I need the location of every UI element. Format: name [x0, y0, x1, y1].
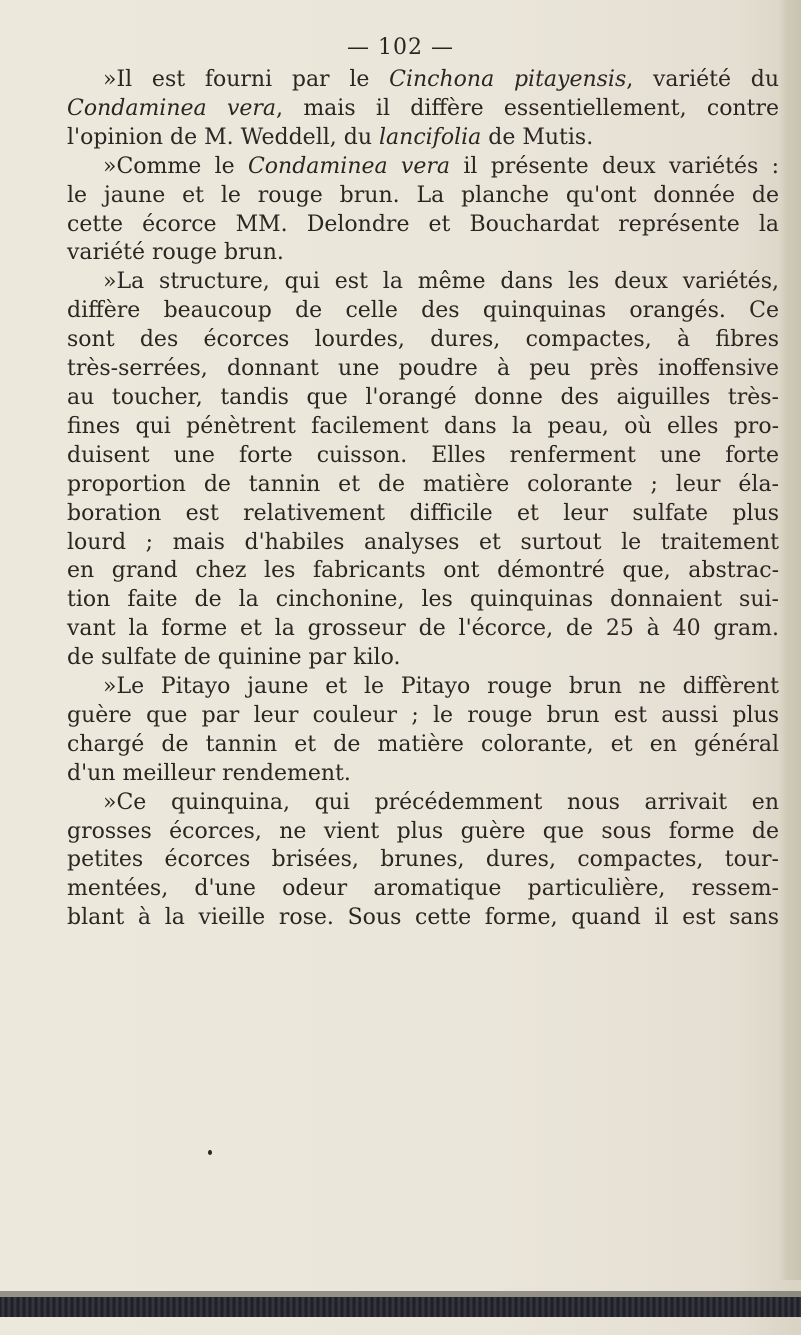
text-segment: blant à la vieille rose. Sous cette forme, quand il est sans — [67, 905, 779, 931]
text-segment: de Mutis. — [481, 124, 594, 150]
text-segment: fines qui pénètrent facilement dans la peau, où elles pro- — [67, 413, 779, 439]
text-line — [67, 153, 779, 182]
text-segment: grosses écorces, ne vient plus guère que sous forme de — [67, 818, 779, 844]
text-line — [67, 557, 779, 586]
italic-text: Condaminea vera — [67, 95, 277, 121]
text-segment: duisent une forte cuisson. Elles renferment une forte — [67, 442, 779, 468]
text-segment: boration est relativement difficile et leur sulfate plus — [67, 500, 779, 526]
text-line — [67, 413, 779, 442]
body-text — [67, 66, 779, 933]
text-segment: mentées, d'une odeur aromatique particulière, ressem- — [67, 876, 779, 902]
text-segment: lourd ; mais d'habiles analyses et surtout le traitement — [67, 529, 779, 555]
text-line — [67, 355, 779, 384]
text-line — [67, 846, 779, 875]
text-line — [67, 66, 779, 95]
text-segment: proportion de tannin et de matière colorante ; leur éla- — [67, 471, 779, 497]
text-line — [67, 124, 779, 153]
text-line — [67, 702, 779, 731]
text-segment: chargé de tannin et de matière colorante, et en général — [67, 731, 779, 757]
text-line — [67, 297, 779, 326]
ink-speck — [208, 1150, 212, 1155]
text-segment: sont des écorces lourdes, dures, compactes, à fibres — [67, 327, 779, 353]
italic-text: Condaminea vera — [247, 153, 451, 179]
text-segment: »Ce quinquina, qui précédemment nous arrivait en — [103, 789, 779, 815]
text-line — [67, 442, 779, 471]
page-number: — 102 — — [347, 35, 454, 60]
text-line — [67, 326, 779, 355]
page-edge-shadow — [779, 0, 801, 1280]
italic-text: lancifolia — [379, 124, 482, 150]
text-segment: il présente deux variétés : — [450, 153, 779, 179]
text-line — [67, 529, 779, 558]
text-line — [67, 586, 779, 615]
text-segment: , variété du — [626, 67, 779, 92]
text-line — [67, 731, 779, 760]
text-line — [67, 760, 779, 789]
text-segment: »Il est fourni par le — [103, 67, 390, 92]
text-segment: en grand chez les fabricants ont démontré que, abstrac- — [67, 558, 779, 584]
text-segment: vant la forme et la grosseur de l'écorce, de 25 à 40 gram. — [67, 616, 779, 642]
text-segment: cette écorce MM. Delondre et Bouchardat représente la — [67, 211, 779, 237]
text-segment: l'opinion de M. Weddell, du — [67, 124, 379, 150]
text-line — [67, 500, 779, 529]
text-segment: petites écorces brisées, brunes, dures, compactes, tour- — [67, 847, 779, 873]
text-segment: le jaune et le rouge brun. La planche qu'ont donnée de — [67, 182, 779, 208]
text-line — [67, 789, 779, 818]
italic-text: Cinchona pitayensis — [389, 67, 627, 92]
text-segment: »Comme le — [103, 153, 248, 179]
text-segment: variété rouge brun. — [67, 240, 284, 266]
text-line — [67, 673, 779, 702]
text-segment: d'un meilleur rendement. — [67, 760, 351, 786]
text-line — [67, 268, 779, 297]
text-segment: de sulfate de quinine par kilo. — [67, 645, 401, 671]
text-segment: diffère beaucoup de celle des quinquinas orangés. Ce — [67, 298, 779, 324]
text-line — [67, 875, 779, 904]
text-segment: tion faite de la cinchonine, les quinquinas donnaient sui- — [67, 587, 779, 613]
text-line — [67, 95, 779, 124]
text-line — [67, 182, 779, 211]
text-segment: au toucher, tandis que l'orangé donne des aiguilles très- — [67, 384, 779, 410]
text-segment: très-serrées, donnant une poudre à peu près inoffensive — [67, 356, 779, 382]
text-segment: »Le Pitayo jaune et le Pitayo rouge brun ne diffèrent — [103, 674, 779, 700]
text-line — [67, 615, 779, 644]
text-segment: guère que par leur couleur ; le rouge brun est aussi plus — [67, 702, 779, 728]
text-line — [67, 904, 779, 933]
text-line — [67, 384, 779, 413]
text-segment: , mais il diffère essentiellement, contre — [276, 95, 779, 121]
text-line — [67, 471, 779, 500]
scan-bottom-edge — [0, 1297, 801, 1317]
text-line — [67, 211, 779, 240]
text-line — [67, 239, 779, 268]
text-line — [67, 644, 779, 673]
text-line — [67, 818, 779, 847]
text-segment: »La structure, qui est la même dans les deux variétés, — [103, 269, 779, 295]
